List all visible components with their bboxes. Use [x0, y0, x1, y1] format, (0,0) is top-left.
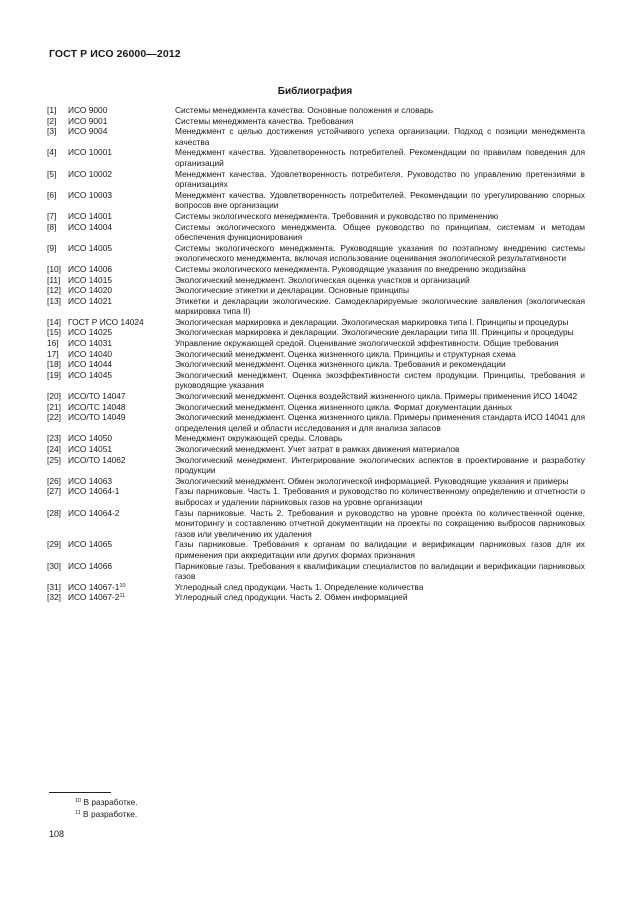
standard-code: ИСО/ТС 14048	[68, 401, 126, 412]
standard-code: ИСО 14040	[68, 348, 113, 359]
standard-code: ИСО $14067-1^{10}$	[68, 581, 126, 592]
entry-title: Экологический менеджмент. Оценка экоэффективности систем продукции. Принципы, требования и руководящие указания	[175, 369, 585, 391]
entry-number: [3]	[47, 126, 57, 137]
bibliography-entry	[47, 169, 585, 190]
standard-code: ИСО 14044	[68, 359, 113, 370]
entry-number: [8]	[47, 221, 57, 232]
bibliography-entry	[47, 391, 585, 402]
entry-number: [9]	[47, 242, 57, 253]
entry-title: Углеродный след продукции. Часть 2. Обмен информацией	[175, 592, 408, 603]
entry-number: [12]	[47, 285, 61, 296]
bibliography-entry	[47, 264, 585, 275]
standard-code: ИСО 9000	[68, 105, 108, 115]
entry-title: Системы экологического менеджмента. Руководящие указания по поэтапному внедрению системы экологического менеджмента, включая использование оценивания экологической результативности	[175, 242, 585, 264]
entry-title: Газы парниковые. Часть 1. Требования и руководство по количественному определению и отчетности о выбросах и удалении парниковых газов на уровне организации	[175, 486, 585, 507]
entry-title: Экологический менеджмент. Оценка жизненного цикла. Требования и рекомендации	[175, 359, 506, 370]
entry-title: Менеджмент окружающей среды. Словарь	[175, 433, 343, 444]
standard-code: ИСО 14050	[68, 433, 113, 444]
bibliography-entry	[47, 296, 585, 317]
bibliography-entry	[47, 433, 585, 444]
entry-number: [2]	[47, 115, 57, 126]
bibliography-entry	[47, 412, 585, 433]
entry-number: [7]	[47, 210, 57, 221]
entry-title: Газы парниковые. Часть 2. Требования и руководство на уровне проекта по количественной оценке, мониторингу и составлению отчетной документации на проекты по сокращению выбросов парниковых газов или увеличению их удаления	[175, 507, 585, 539]
entry-number: [19]	[47, 369, 61, 380]
footnote-mark: 11	[75, 809, 81, 816]
bibliography-entry	[47, 359, 585, 370]
entry-title: Управление окружающей средой. Оценивание экологической эффективности. Общие требования	[175, 338, 559, 349]
standard-code: ИСО/ТО 14049	[68, 412, 126, 423]
entry-number: 17]	[47, 348, 59, 359]
standard-code: ИСО 14004	[68, 221, 113, 232]
bibliography-entry	[47, 476, 585, 487]
entry-title: Экологический менеджмент. Учет затрат в рамках движения материалов	[175, 444, 460, 454]
bibliography-entry	[47, 285, 585, 296]
standard-code: ИСО 14006	[68, 263, 113, 274]
bibliography-entry	[47, 222, 585, 243]
standard-code: ИСО 14066	[68, 560, 113, 571]
bibliography-entry	[47, 582, 585, 593]
standard-code: ИСО 9001	[68, 115, 108, 126]
footnote-ref: 11	[119, 593, 126, 600]
entry-number: [11]	[47, 274, 61, 285]
bibliography-entry	[47, 338, 585, 349]
footnotes	[75, 797, 138, 820]
bibliography-entry	[47, 126, 585, 147]
standard-code: ИСО 14025	[68, 327, 113, 338]
bibliography-entry	[47, 402, 585, 413]
entry-title: Менеджмент качества. Удовлетворенность потребителя. Руководство по управлению претензиями в организациях	[175, 168, 585, 190]
standard-code: ИСО $14067-2^{11}$	[68, 592, 126, 603]
entry-title: Экологическая маркировка и декларации. Экологическая маркировка типа I. Принципы и процедуры	[175, 316, 569, 327]
entry-title: Менеджмент качества. Удовлетворенность потребителей. Рекомендации по урегулированию спорных вопросов вне организации	[175, 189, 585, 211]
standard-code: ИСО 14045	[68, 369, 113, 380]
entry-number: [14]	[47, 316, 61, 327]
standard-code: ИСО 14063	[68, 475, 113, 486]
entry-title: Системы экологического менеджмента. Общее руководство по принципам, системам и методам обеспечения функционирования	[175, 221, 585, 243]
entry-number: [26]	[47, 475, 61, 486]
bibliography-entry	[47, 116, 585, 127]
standard-code: ИСО 14001	[68, 210, 113, 221]
bibliography-entry	[47, 455, 585, 476]
entry-title: Экологическая маркировка и декларации. Экологические декларации типа III. Принципы и процедуры	[175, 327, 574, 338]
entry-number: [23]	[47, 433, 61, 444]
standard-code: ИСО 14064-1	[68, 486, 120, 497]
entry-number: [13]	[47, 295, 61, 306]
entry-title: Системы экологического менеджмента. Требования и руководство по применению	[175, 210, 499, 221]
entry-title: Парниковые газы. Требования к квалификации специалистов по валидации и верификации парниковых газов	[175, 560, 585, 582]
footnote-text: В разработке.	[83, 808, 138, 819]
standard-code: ИСО 14015	[68, 274, 113, 285]
entry-number: [6]	[47, 189, 57, 200]
entry-title: Экологический менеджмент. Оценка жизненного цикла. Примеры применения стандарта ИСО 14041 для определения целей и области исследования и для анализа запасов	[175, 412, 585, 433]
standard-code: ИСО 9004	[68, 126, 108, 137]
standard-code: ИСО 14020	[68, 285, 113, 296]
bibliography-entry	[47, 211, 585, 222]
footnote-mark: 10	[75, 798, 82, 804]
standard-code: ИСО 10001	[68, 147, 113, 158]
entry-number: [30]	[47, 560, 61, 571]
entry-title: Экологический менеджмент. Экологическая оценка участков и организаций	[175, 274, 470, 285]
standard-code: ГОСТ Р ИСО 14024	[68, 316, 144, 327]
bibliography-entry	[47, 190, 585, 211]
entry-number: [18]	[47, 359, 61, 370]
entry-number: [25]	[47, 454, 61, 465]
entry-title: Экологический менеджмент. Оценка воздействий жизненного цикла. Примеры применения ИСО 14042	[175, 391, 578, 402]
bibliography-entry	[47, 539, 585, 560]
footnote-separator	[49, 792, 111, 793]
bibliography-entry	[47, 327, 585, 338]
entry-title: Газы парниковые. Требования к органам по валидации и верификации парниковых газов для их применения при аккредитации или других формах признания	[175, 539, 585, 560]
bibliography-entry	[47, 370, 585, 391]
bibliography-entry	[47, 561, 585, 582]
entry-title: Менеджмент качества. Удовлетворенность потребителей. Рекомендации по правилам поведения для организаций	[175, 147, 585, 168]
standard-code: ИСО 14021	[68, 295, 113, 306]
standard-code: ИСО/ТО 14062	[68, 454, 126, 465]
entry-number: [5]	[47, 168, 57, 179]
entry-title: Углеродный след продукции. Часть 1. Определение количества	[175, 581, 424, 592]
bibliography-entry	[47, 444, 585, 455]
entry-number: [4]	[47, 147, 57, 158]
bibliography-entry	[47, 147, 585, 168]
bibliography-entry	[47, 349, 585, 360]
entry-number: [21]	[47, 401, 61, 412]
entry-number: [28]	[47, 507, 61, 518]
entry-title: Системы менеджмента качества. Требования	[175, 115, 354, 126]
standard-code: ИСО 10003	[68, 189, 113, 200]
standard-code: ИСО 14051	[68, 444, 113, 454]
page-number: 108	[49, 829, 65, 839]
page-title: Библиография	[277, 86, 353, 97]
entry-title: Экологический менеджмент. Обмен экологической информацией. Руководящие указания и примеры	[175, 475, 569, 486]
entry-title: Менеджмент с целью достижения устойчивого успеха организации. Подход с позиции менеджмента качества	[175, 126, 585, 147]
bibliography-list	[47, 105, 585, 603]
entry-number: [22]	[47, 412, 61, 423]
entry-title: Экологический менеджмент. Оценка жизненного цикла. Формат документации данных	[175, 401, 513, 412]
entry-number: [15]	[47, 327, 61, 338]
standard-code: ИСО 14031	[68, 338, 113, 349]
footnote	[75, 797, 138, 809]
entry-title: Экологические этикетки и декларации. Основные принципы	[175, 285, 409, 296]
footnote-ref: 10	[119, 582, 126, 589]
entry-number: [31]	[47, 581, 61, 592]
entry-title: Экологический менеджмент. Интегрирование экологических аспектов в проектирование и разработку продукции	[175, 454, 585, 476]
bibliography-entry	[47, 275, 585, 286]
entry-title: Системы менеджмента качества. Основные положения и словарь	[175, 105, 434, 115]
standard-code: ИСО/ТО 14047	[68, 391, 126, 402]
entry-number: [20]	[47, 391, 61, 402]
entry-title: Системы экологического менеджмента. Руководящие указания по внедрению экодизайна	[175, 263, 526, 274]
footnote-text: В разработке.	[83, 797, 138, 807]
entry-number: [24]	[47, 444, 61, 454]
footnote	[75, 809, 138, 821]
entry-number: [32]	[47, 592, 61, 603]
standard-code: ИСО 10002	[68, 168, 113, 179]
entry-number: [1]	[47, 105, 57, 115]
bibliography-entry	[47, 243, 585, 264]
entry-number: [10]	[47, 263, 61, 274]
standard-code: ИСО 14065	[68, 539, 113, 550]
entry-title: Этикетки и декларации экологические. Самодекларируемые экологические заявления (экологическая маркировка типа II)	[175, 295, 585, 317]
bibliography-entry	[47, 105, 585, 116]
bibliography-entry	[47, 486, 585, 507]
standard-code: ИСО 14005	[68, 242, 113, 253]
bibliography-entry	[47, 508, 585, 540]
standard-code: ИСО 14064-2	[68, 507, 120, 518]
bibliography-entry	[47, 592, 585, 603]
entry-number: [29]	[47, 539, 61, 550]
entry-title: Экологический менеджмент. Оценка жизненного цикла. Принципы и структурная схема	[175, 348, 516, 359]
document-header: ГОСТ Р ИСО 26000—2012	[49, 48, 181, 60]
entry-number: 16]	[47, 338, 59, 349]
bibliography-entry	[47, 317, 585, 328]
entry-number: [27]	[47, 486, 61, 497]
